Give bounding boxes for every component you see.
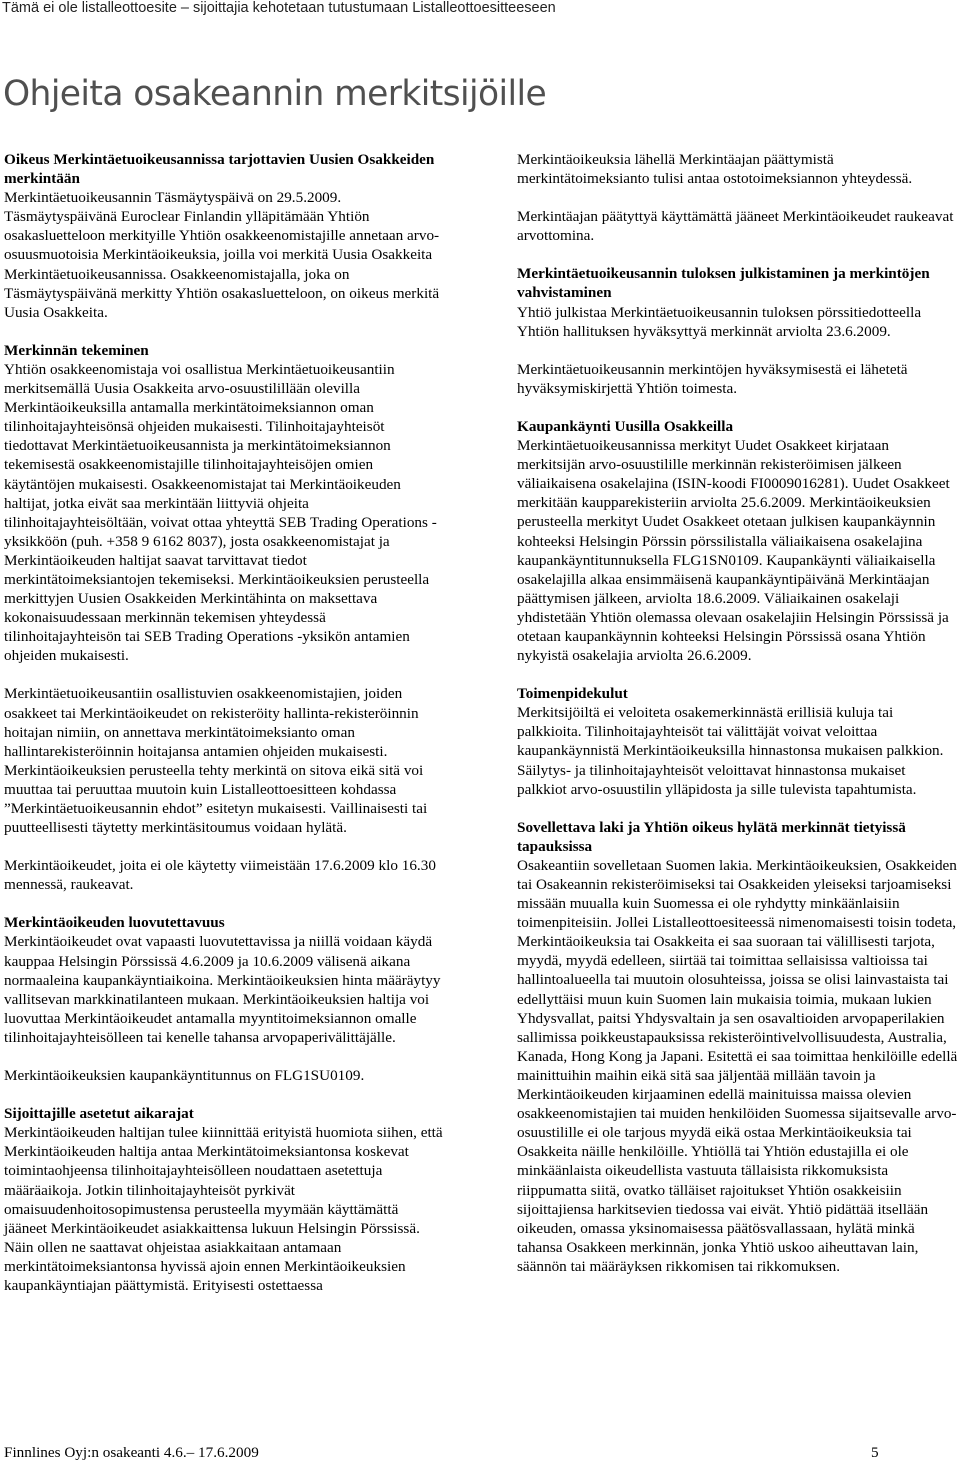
section-time-limits (4, 1104, 444, 1295)
paragraph: Merkintäetuoikeusannissa merkityt Uudet Osakkeet kirjataan merkitsijän arvo-osuustilille merkinnän rekisteröimisen jälkeen väliaikaisena osakelajina (ISIN-koodi FI0009016281). Uudet Osakkeet merkitään kaupparekisteriin arviolta 25.6.2009. Merkintäoikeuksien perusteella merkityt Uudet Osakkeet otetaan julkisen kaupankäynnin kohteeksi Helsingin Pörssin pörssilistalla väliaikaisena osakelajina kaupankäyntitunnuksella FLG1SN0109. Kaupankäynti väliaikaisella osakelajilla alkaa ensimmäisenä kaupankäyntipäivänä Merkintäajan päättymisen jälkeen, arviolta 18.6.2009. Väliaikainen osakelaji yhdistetään Yhtiön olemassa olevaan osakelajiin Helsingin Pörssissä ja otetaan kaupankäynnin kohteeksi Helsingin Pörssissä osana Yhtiön nykyistä osakelajia arviolta 26.6.2009. (517, 437, 950, 665)
section-heading: Merkinnän tekeminen (4, 341, 149, 359)
paragraph: Merkintäoikeuden haltijan tulee kiinnittää erityistä huomiota siihen, että Merkintäoikeuden haltija antaa Merkintätoimeksiantonsa koskevat toimintaohjeensa tilinhoitajayhteisölleen noudattaen asetettuja määräaikoja. Jotkin tilinhoitajayhteisöt pyrkivät omaisuudenhoitosopimustensa perusteella myymään käyttämättä jääneet Merkintäoikeudet asiakkaittensa lukuun Helsingin Pörssissä. Näin ollen ne saattavat ohjeistaa asiakkaitaan antamaan merkintätoimeksiantonsa hyvissä ajoin ennen Merkintäoikeuksien kaupankäyntiajan päättymistä. Erityisesti ostettaessa (4, 1124, 443, 1294)
right-column (517, 150, 958, 1295)
paragraph: Merkintäoikeudet ovat vapaasti luovutettavissa ja niillä voidaan käydä kauppaa Helsingin Pörssissä 4.6.2009 ja 10.6.2009 välisenä aikana normaaleina kaupankäyntiaikoina. Merkintäoikeuksien hinta määräytyy vallitsevan markkinatilanteen mukaan. Merkintäoikeuksien haltija voi luovuttaa Merkintäoikeudet antamalla myyntitoimeksiannon omalle tilinhoitajayhteisölleen tai kenelle tahansa arvopaperivälittäjälle. (4, 933, 441, 1046)
footer-text: Finnlines Oyj:n osakeanti 4.6.– 17.6.2009 (4, 1444, 259, 1461)
paragraph: Osakeantiin sovelletaan Suomen lakia. Merkintäoikeuksien, Osakkeiden tai Osakeannin rekisteröimiseksi tai Osakkeiden yleiseksi tarjoamiseksi missään muualla kuin Suomessa ei ole ryhdytty minkäänlaisiin toimenpiteisiin. Jollei Listalleottoesiteessä nimenomaisesti toisin todeta, Merkintäoikeuksia tai Osakkeita ei saa suoraan tai välillisesti tarjota, myydä, myydä edelleen, siirtää tai toimittaa sellaisissa valtioissa tai hallintoalueella tai muutoin olosuhteissa, joissa se olisi lainvastaista tai edellyttäisi muun kuin Suomen lain mukaisia toimia, mukaan lukien Yhdysvallat, paitsi Yhdysvaltain ja sen osavaltioiden arvopaperilakien sallimissa poikkeustapauksissa rekisteröintivelvollisuudesta, Australia, Kanada, Hong Kong ja Japani. Esitettä ei saa toimittaa henkilöille edellä mainittuihin maihin eikä sitä saa jäljentää millään tavoin ja Merkintäoikeuden kirjaaminen edellä mainituissa maissa olevien osakkeenomistajien tai muiden henkilöiden Suomessa sijaitsevalle arvo-osuustilille ei ole tarjous myydä eikä ostaa Merkintäoikeuksia tai Osakkeita näille henkilöille. Yhtiöllä tai Yhtiön edustajilla ei ole minkäänlaista oikeudellista vastuuta tällaisista rikkomuksista riippumatta siitä, ovatko tälläiset rajoitukset Yhtiön osakkeisiin sijoittajiensa harkitsevien tiedossa vai eivät. Yhtiö pidättää itsellään oikeuden, omassa yksinomaisessa päätösvallassaan, hylätä minkä tahansa Osakkeen merkinnän, jonka Yhtiö uskoo aiheuttavan lain, säännön tai määräyksen rikkomisen tai rikkomuksen. (517, 856, 958, 1275)
section-trading (517, 417, 958, 665)
left-column (4, 150, 444, 1314)
paragraph: Merkintäetuoikeusantiin osallistuvien osakkeenomistajien, joiden osakkeet tai Merkintäoikeudet on rekisteröity hallinta-rekisteröinnin hoitajan nimiin, on annettava merkintätoimeksianto oman hallintarekisteröinnin hoitajansa antamien ohjeiden mukaisesti. Merkintäoikeuksien perusteella tehty merkintä on sitova eikä sitä voi muuttaa tai peruuttaa muutoin kuin Listalleottoesitteen kohdassa ”Merkintäetuoikeusannin ehdot” esitetyn mukaisesti. Vaillinaisesti tai puutteellisesti täytetty merkintäsitoumus voidaan hylätä. (4, 685, 428, 837)
section-transferability (4, 913, 444, 1085)
disclaimer-note: Tämä ei ole listalleottoesite – sijoittajia kehotetaan tutustumaan Listalleottoesitteeseen (2, 0, 556, 16)
section-heading: Toimenpidekulut (517, 685, 628, 703)
paragraph: Merkintäetuoikeusannin merkintöjen hyväksymisestä ei lähetetä hyväksymiskirjettä Yhtiön toimesta. (517, 360, 908, 397)
section-heading: Merkintäoikeuden luovutettavuus (4, 914, 225, 932)
section-making-subscription (4, 341, 444, 895)
page-title: Ohjeita osakeannin merkitsijöille (3, 74, 547, 114)
paragraph: Merkitsijöiltä ei veloiteta osakemerkinnästä erillisiä kuluja tai palkkioita. Tilinhoitajayhteisöt tai välittäjät voivat veloittaa kaupankäynnistä Merkintäoikeuksilla hinnastonsa mukaisen palkkion. Säilytys- ja tilinhoitajayhteisöt veloittavat hinnastonsa mukaiset palkkiot arvo-osuustilin ylläpidosta ja sille tulevista tapahtumista. (517, 704, 944, 798)
section-results (517, 264, 958, 398)
section-costs (517, 684, 958, 799)
paragraph: Merkintäoikeuksien kaupankäyntitunnus on FLG1SU0109. (4, 1067, 365, 1085)
section-heading: Sijoittajille asetetut aikarajat (4, 1105, 194, 1123)
section-applicable-law (517, 818, 958, 1276)
paragraph: Merkintäetuoikeusannin Täsmäytyspäivä on 29.5.2009. Täsmäytyspäivänä Euroclear Finlandin ylläpitämään Yhtiön osakasluetteloon merkityille Yhtiön osakkeenomistajille annetaan arvo-osuusmuotoisia Merkintäoikeuksia, joilla voi merkitä Uusia Osakkeita Merkintäetuoikeusannissa. Osakkeenomistajalla, joka on Täsmäytyspäivänä merkitty Yhtiön osakasluetteloon, on oikeus merkitä Uusia Osakkeita. (4, 189, 440, 321)
page-number: 5 (871, 1444, 879, 1461)
section-heading: Oikeus Merkintäetuoikeusannissa tarjottavien Uusien Osakkeiden merkintään (4, 151, 435, 188)
section-subscription-right (4, 150, 444, 322)
paragraph: Yhtiön osakkeenomistaja voi osallistua Merkintäetuoikeusantiin merkitsemällä Uusia Osakkeita arvo-osuustilillään olevilla Merkintäoikeuksilla antamalla merkintätoimeksiannon oman tilinhoitajayhteisönsä ohjeiden mukaisesti. Tilinhoitajayhteisöt tiedottavat Merkintäetuoikeusannista ja merkintätoimeksiannon tekemisestä osakkeenomistajille tilinhoitajayhteisöjen omien käytäntöjen mukaisesti. Osakkeenomistajat tai Merkintäoikeuden haltijat, jotka eivät saa merkintään liittyviä ohjeita tilinhoitajayhteisöltään, voivat ottaa yhteyttä SEB Trading Operations -yksikköön (puh. +358 9 6162 8037), josta osakkeenomistajat ja Merkintäoikeuden haltijat saavat tarvittavat tiedot merkintätoimeksiantojen tekemiseksi. Merkintäoikeuksien perusteella merkittyjen Uusien Osakkeiden Merkintähinta on maksettava kokonaisuudessaan merkinnän tekemisen yhteydessä tilinhoitajayhteisön tai SEB Trading Operations -yksikön antamien ohjeiden mukaisesti. (4, 360, 437, 665)
paragraph: Merkintäoikeudet, joita ei ole käytetty viimeistään 17.6.2009 klo 16.30 mennessä, raukeavat. (4, 857, 436, 894)
section-heading: Sovellettava laki ja Yhtiön oikeus hylätä merkinnät tietyissä tapauksissa (517, 818, 906, 855)
section-heading: Kaupankäynti Uusilla Osakkeilla (517, 417, 734, 435)
paragraph: Yhtiö julkistaa Merkintäetuoikeusannin tuloksen pörssitiedotteella Yhtiön hallituksen hyväksyttyä merkinnät arviolta 23.6.2009. (517, 303, 922, 340)
paragraph: Merkintäajan päätyttyä käyttämättä jääneet Merkintäoikeudet raukeavat arvottomina. (517, 208, 954, 245)
paragraph: Merkintäoikeuksia lähellä Merkintäajan päättymistä merkintätoimeksianto tulisi antaa ostotoimeksiannon yhteydessä. (517, 151, 913, 188)
section-heading: Merkintäetuoikeusannin tuloksen julkistaminen ja merkintöjen vahvistaminen (517, 265, 930, 302)
